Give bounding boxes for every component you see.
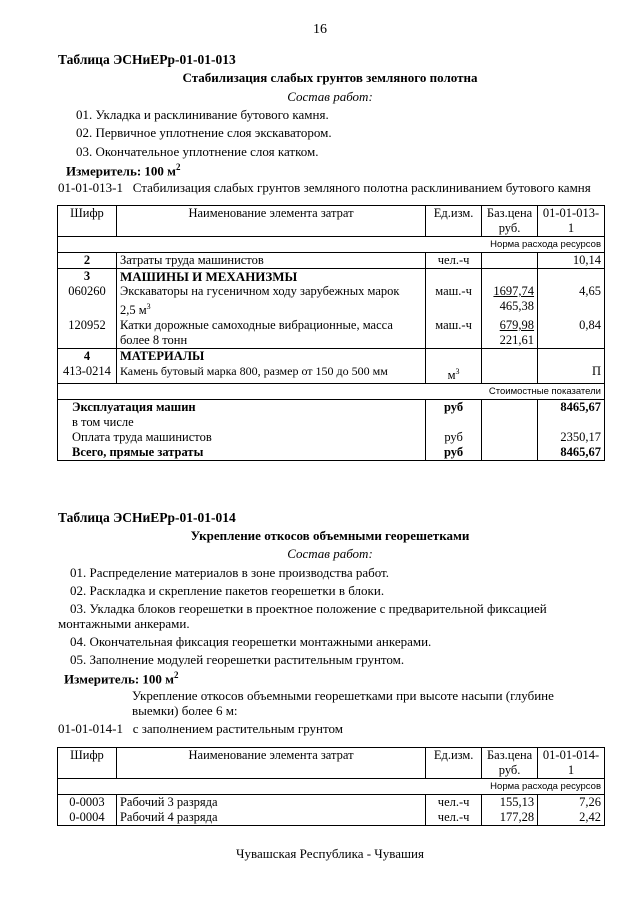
col-header-unit: Ед.изм. bbox=[426, 206, 482, 237]
table1-work-item: 01. Укладка и расклинивание бутового камня. bbox=[76, 107, 329, 122]
table2-work-item: 02. Раскладка и скрепление пакетов георешетки в блоки. bbox=[70, 583, 385, 598]
table2-work-item: 04. Окончательная фиксация георешетки монтажными анкерами. bbox=[70, 634, 432, 649]
norm-label: Норма расхода ресурсов bbox=[58, 779, 605, 795]
page-footer: Чувашская Республика - Чувашия bbox=[236, 846, 424, 861]
table1-subtitle: Стабилизация слабых грунтов земляного полотна bbox=[182, 70, 478, 85]
col-header-price: Баз.цена руб. bbox=[482, 748, 538, 779]
col-header-code: Шифр bbox=[58, 206, 117, 237]
table2-title: Таблица ЭСНиЕРр-01-01-014 bbox=[58, 510, 236, 525]
page-number: 16 bbox=[313, 22, 327, 37]
table-row: 0-0004 Рабочий 4 разряда чел.-ч 177,28 2,42 bbox=[58, 810, 605, 826]
table-row: в том числе bbox=[58, 415, 605, 430]
table2-works-heading: Состав работ: bbox=[287, 546, 373, 561]
table1-code-line: 01-01-013-1 Стабилизация слабых грунтов земляного полотна расклиниванием бутового камня bbox=[58, 180, 591, 195]
table2-work-item: 05. Заполнение модулей георешетки растительным грунтом. bbox=[70, 652, 405, 667]
table-row: Оплата труда машинистов руб 2350,17 bbox=[58, 430, 605, 445]
table-row: 120952 Катки дорожные самоходные вибрационные, масса более 8 тонн маш.-ч 679,98 221,61 0,84 bbox=[58, 318, 605, 349]
table2-work-item: 03. Укладка блоков георешетки в проектное положение с предварительной фиксацией bbox=[70, 601, 547, 616]
col-header-unit: Ед.изм. bbox=[426, 748, 482, 779]
table2-meter: Измеритель: 100 $м^2$ bbox=[64, 670, 179, 687]
table1-meter: Измеритель: 100 $м^2$ bbox=[66, 162, 181, 179]
norm-label: Норма расхода ресурсов bbox=[58, 237, 605, 253]
table2-work-item: 01. Распределение материалов в зоне производства работ. bbox=[70, 565, 390, 580]
table1-works-heading: Состав работ: bbox=[287, 89, 373, 104]
col-header-name: Наименование элемента затрат bbox=[116, 748, 425, 779]
col-header-norm: 01-01-013-1 bbox=[538, 206, 605, 237]
table-row: Всего, прямые затраты руб 8465,67 bbox=[58, 445, 605, 461]
table2-work-item: монтажными анкерами. bbox=[58, 616, 190, 631]
col-header-name: Наименование элемента затрат bbox=[116, 206, 425, 237]
table2-subtitle: Укрепление откосов объемными георешетками bbox=[190, 528, 470, 543]
table2-desc-line: выемки) более 6 м: bbox=[132, 703, 238, 718]
table-row: 3 МАШИНЫ И МЕХАНИЗМЫ bbox=[58, 269, 605, 285]
table-row: 413-0214 Камень бутовый марка 800, размер от 150 до 500 мм $м^3$ П bbox=[58, 364, 605, 384]
table-row: 4 МАТЕРИАЛЫ bbox=[58, 349, 605, 365]
table2-desc-line: Укрепление откосов объемными георешетками при высоте насыпи (глубине bbox=[132, 688, 554, 703]
table1-title: Таблица ЭСНиЕРр-01-01-013 bbox=[58, 52, 236, 67]
cost-label: Стоимостные показатели bbox=[58, 384, 605, 400]
col-header-norm: 01-01-014-1 bbox=[538, 748, 605, 779]
table-row: Эксплуатация машин руб 8465,67 bbox=[58, 400, 605, 416]
table2-code-line: 01-01-014-1 с заполнением растительным грунтом bbox=[58, 721, 343, 736]
table-row: 2 Затраты труда машинистов чел.-ч 10,14 bbox=[58, 253, 605, 269]
col-header-code: Шифр bbox=[58, 748, 117, 779]
table1-work-item: 03. Окончательное уплотнение слоя катком. bbox=[76, 144, 319, 159]
table-row: 060260 Экскаваторы на гусеничном ходу зарубежных марок 2,5 $м^3$ маш.-ч 1697,74 465,38 4,65 bbox=[58, 284, 605, 318]
col-header-price: Баз.цена руб. bbox=[482, 206, 538, 237]
table-row: 0-0003 Рабочий 3 разряда чел.-ч 155,13 7,26 bbox=[58, 795, 605, 811]
cost-table-2 bbox=[57, 747, 605, 826]
cost-table-1 bbox=[57, 205, 605, 461]
table1-work-item: 02. Первичное уплотнение слоя экскаватором. bbox=[76, 125, 332, 140]
